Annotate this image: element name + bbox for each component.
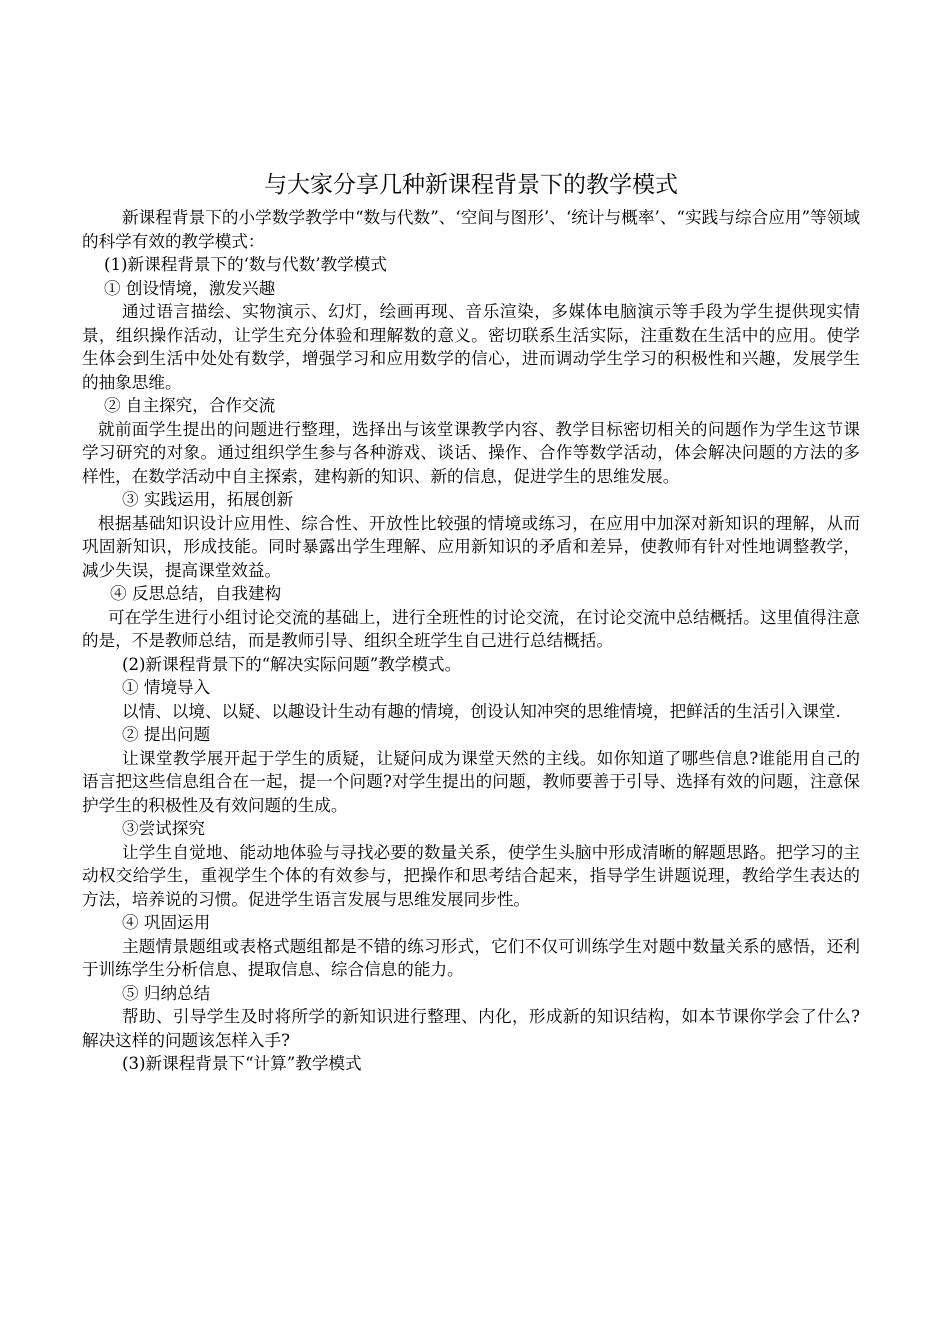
paragraph: ② 自主探究，合作交流 bbox=[104, 396, 276, 415]
paragraph: (3)新课程背景下“计算”教学模式 bbox=[122, 1054, 362, 1073]
document-title: 与大家分享几种新课程背景下的教学模式 bbox=[264, 172, 678, 198]
paragraph: ① 创设情境，激发兴趣 bbox=[104, 278, 276, 298]
paragraph: ③ 实践运用，拓展创新 bbox=[122, 490, 294, 509]
paragraph: 帮助、引导学生及时将所学的新知识进行整理、内化，形成新的知识结构，如本节课你学会了什么?解决这样的问题该怎样入手? bbox=[82, 1007, 860, 1050]
paragraph: ⑤ 归纳总结 bbox=[122, 983, 211, 1003]
paragraph: 让学生自觉地、能动地体验与寻找必要的数量关系，使学生头脑中形成清晰的解题思路。把学习的主动权交给学生，重视学生个体的有效参与，把操作和思考结合起来，指导学生讲题说理，教给学生表达的方法，培养说的习惯。促进学生语言发展与思维发展同步性。 bbox=[82, 842, 860, 909]
paragraph: 主题情景题组或表格式题组都是不错的练习形式，它们不仅可训练学生对题中数量关系的感悟，还利于训练学生分析信息、提取信息、综合信息的能力。 bbox=[82, 936, 860, 979]
paragraph: (1)新课程背景下的‘数与代数’教学模式 bbox=[104, 255, 387, 274]
document-page bbox=[82, 168, 860, 1076]
document-body bbox=[82, 206, 860, 1076]
paragraph: 就前面学生提出的问题进行整理，选择出与该堂课教学内容、教学目标密切相关的问题作为学生这节课学习研究的对象。通过组织学生参与各种游戏、谈话、操作、合作等数学活动，体会解决问题的方法的多样性，在数学活动中自主探索，建构新的知识、新的信息，促进学生的思维发展。 bbox=[82, 419, 860, 486]
paragraph: 新课程背景下的小学数学教学中“数与代数”、‘空间与图形’、‘统计与概率’、“实践与综合应用”等领域的科学有效的教学模式： bbox=[82, 208, 860, 251]
paragraph: 让课堂教学展开起于学生的质疑，让疑问成为课堂天然的主线。如你知道了哪些信息?谁能用自己的语言把这些信息组合在一起，提一个问题?对学生提出的问题，教师要善于引导、选择有效的问题，注意保护学生的积极性及有效问题的生成。 bbox=[82, 748, 860, 815]
paragraph: 通过语言描绘、实物演示、幻灯，绘画再现、音乐渲染，多媒体电脑演示等手段为学生提供现实情景，组织操作活动，让学生充分体验和理解数的意义。密切联系生活实际，注重数在生活中的应用。使学生体会到生活中处处有数学，增强学习和应用数学的信心，进而调动学生学习的积极性和兴趣，发展学生的抽象思维。 bbox=[82, 302, 860, 392]
paragraph: 以情、以境、以疑、以趣设计生动有趣的情境，创设认知冲突的思维情境，把鲜活的生活引入课堂. bbox=[122, 701, 841, 721]
paragraph: 根据基础知识设计应用性、综合性、开放性比较强的情境或练习，在应用中加深对新知识的理解，从而巩固新知识，形成技能。同时暴露出学生理解、应用新知识的矛盾和差异，使教师有针对性地调整教学，减少失误，提高课堂效益。 bbox=[82, 513, 860, 580]
paragraph: ④ 巩固运用 bbox=[122, 913, 211, 932]
paragraph: (2)新课程背景下的“解决实际问题”教学模式。 bbox=[122, 654, 462, 674]
paragraph: 可在学生进行小组讨论交流的基础上，进行全班性的讨论交流，在讨论交流中总结概括。这里值得注意的是，不是教师总结，而是教师引导、组织全班学生自己进行总结概括。 bbox=[82, 607, 860, 650]
paragraph: ③尝试探究 bbox=[122, 819, 205, 838]
paragraph: ④ 反思总结，自我建构 bbox=[110, 584, 282, 603]
paragraph: ② 提出问题 bbox=[122, 725, 211, 744]
paragraph: ① 情境导入 bbox=[122, 678, 211, 697]
